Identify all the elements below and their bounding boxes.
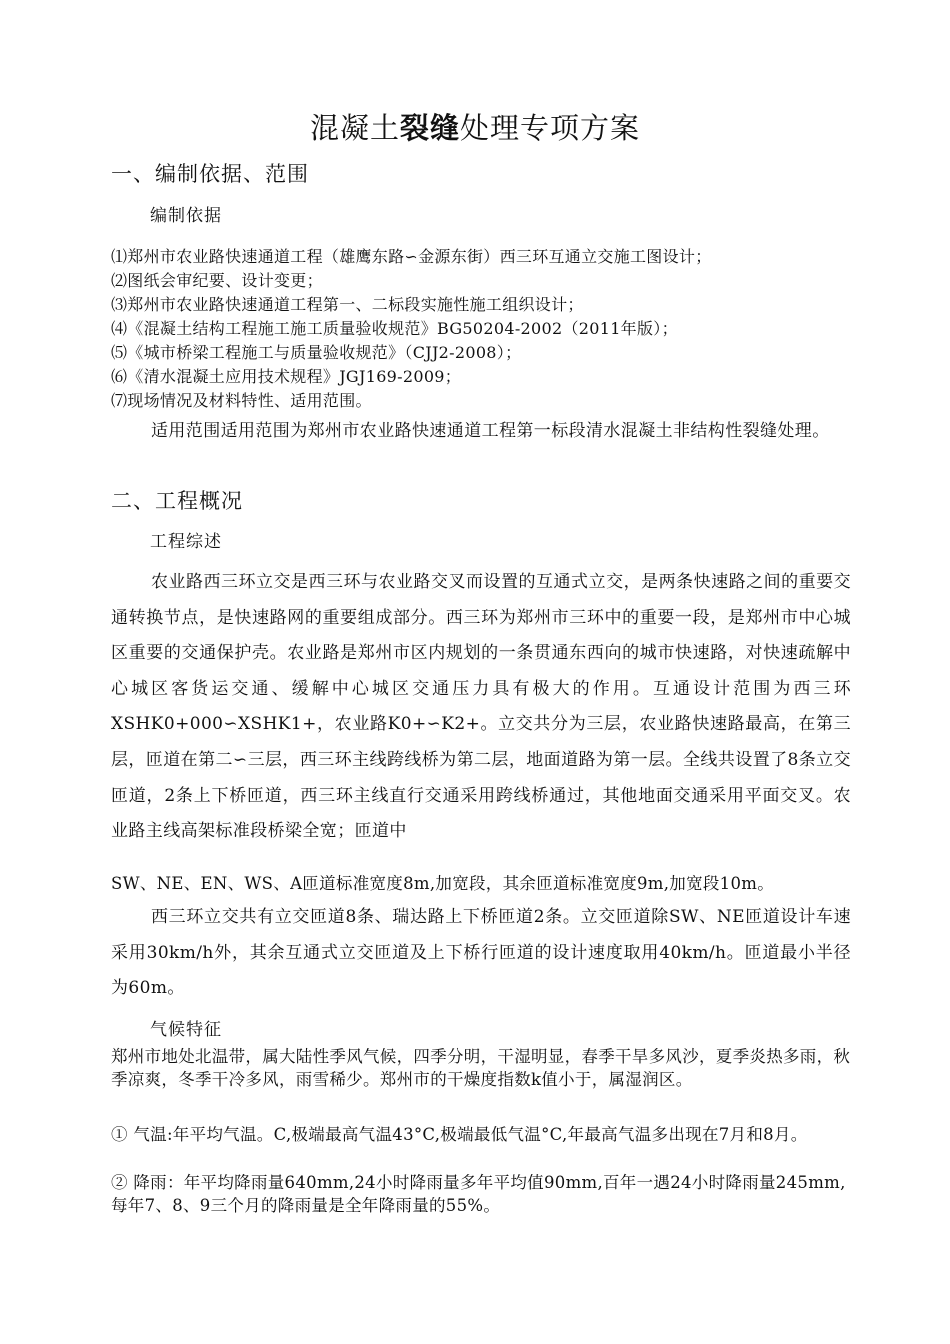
basis-item-3: ⑶郑州市农业路快速通道工程第一、二标段实施性施工组织设计； — [111, 295, 584, 314]
temperature-item: ① 气温:年平均气温。C,极端最高气温43°C,极端最低气温°C,年最高气温多出现在7月和8月。 — [111, 1125, 808, 1144]
title-part2: 处理专项方案 — [460, 111, 641, 145]
climate-paragraph: 郑州市地处北温带，属大陆性季风气候，四季分明，干湿明显，春季干旱多风沙，夏季炎热多雨，秋季凉爽，冬季干冷多风，雨雪稀少。郑州市的干燥度指数k值小于，属湿润区。 — [111, 1047, 851, 1089]
basis-item-1: ⑴郑州市农业路快速通道工程（雄鹰东路∽金源东街）西三环互通立交施工图设计； — [111, 247, 712, 266]
climate-subheading: 气候特征 — [150, 1020, 222, 1040]
overview-paragraph: 农业路西三环立交是西三环与农业路交叉而设置的互通式立交，是两条快速路之间的重要交通转换节点，是快速路网的重要组成部分。西三环为郑州市三环中的重要一段，是郑州市中心城区重要的交通保护壳。农业路是郑州市区内规划的一条贯通东西向的城市快速路，对快速疏解中心城区客货运交通、缓解中心城区交通压力具有极大的作用。互通设计范围为西三环XSHK0+000∽XSHK1+，农业路K0+∽K2+。立交共分为三层，农业路快速路最高，在第三层，匝道在第二∽三层，西三环主线跨线桥为第二层，地面道路为第一层。全线共设置了8条立交匝道，2条上下桥匝道，西三环主线直行交通采用跨线桥通过，其他地面交通采用平面交叉。农业路主线高架标准段桥梁全宽；匝道中 — [111, 572, 851, 842]
title-bold-part: 裂缝 — [399, 111, 460, 145]
section2-heading: 二、工程概况 — [111, 489, 243, 513]
basis-item-2: ⑵图纸会审纪要、设计变更； — [111, 271, 323, 290]
basis-item-5: ⑸《城市桥梁工程施工与质量验收规范》（CJJ2-2008）； — [111, 343, 522, 362]
title-part1: 混凝土 — [309, 111, 400, 145]
rainfall-item: ② 降雨：年平均降雨量640mm,24小时降雨量多年平均值90mm,百年一遇24小时降雨量245mm,每年7、8、9三个月的降雨量是全年降雨量的55%。 — [111, 1173, 846, 1215]
scope-paragraph: 适用范围适用范围为郑州市农业路快速通道工程第一标段清水混凝土非结构性裂缝处理。 — [151, 421, 830, 441]
basis-item-6: ⑹《清水混凝土应用技术规程》JGJ169-2009； — [111, 367, 462, 386]
basis-item-4: ⑷《混凝土结构工程施工施工质量验收规范》BG50204-2002（2011年版）； — [111, 319, 678, 338]
section1-subheading: 编制依据 — [150, 206, 222, 226]
section1-heading: 一、编制依据、范围 — [111, 162, 309, 186]
basis-item-7: ⑺现场情况及材料特性、适用范围。 — [111, 391, 372, 410]
ramp-paragraph: 西三环立交共有立交匝道8条、瑞达路上下桥匝道2条。立交匝道除SW、NE匝道设计车速采用30km/h外，其余互通式立交匝道及上下桥行匝道的设计速度取用40km/h。匝道最小半径为60m。 — [111, 907, 851, 999]
page-title — [0, 106, 950, 147]
overview-paragraph-last-line: SW、NE、EN、WS、A匝道标准宽度8m,加宽段，其余匝道标准宽度9m,加宽段10m。 — [111, 874, 775, 893]
section2-subheading: 工程综述 — [150, 532, 222, 552]
